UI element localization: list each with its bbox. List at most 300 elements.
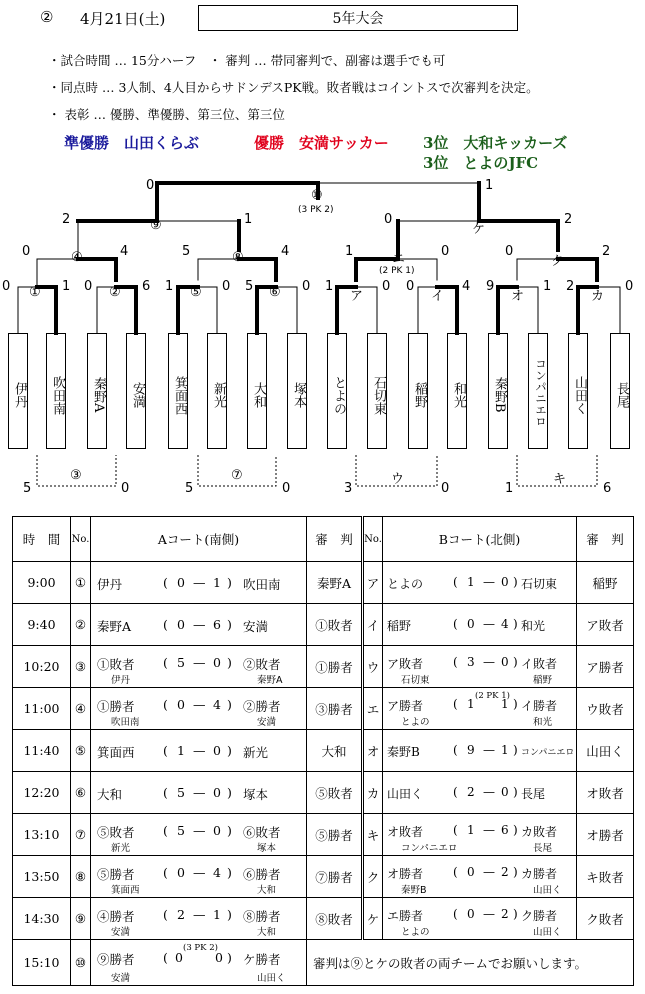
team-box: 長尾 xyxy=(610,333,630,449)
match-open-paren: ( xyxy=(163,907,168,922)
header-no: No. xyxy=(363,517,383,562)
match-close-paren: ) xyxy=(227,575,232,590)
award-winner: 優勝 安満サッカー xyxy=(254,134,389,152)
match-right-sub: 和光 xyxy=(533,717,553,728)
match-no: ⑨ xyxy=(71,898,91,940)
match-no: ウ xyxy=(363,646,383,688)
loser-score: 3 xyxy=(344,481,353,496)
table-row xyxy=(13,856,634,898)
award-runner-up: 準優勝 山田くらぶ xyxy=(64,134,200,152)
match-score-left: 5 xyxy=(177,823,185,838)
match-right-sub: 山田く xyxy=(533,927,562,938)
match-score-right: 0 xyxy=(213,743,221,758)
match-dash: — xyxy=(483,823,495,837)
match-close-paren: ) xyxy=(513,865,518,879)
qf-score: 5 xyxy=(182,244,191,259)
r1-score: 5 xyxy=(245,279,254,294)
match-left-team: 秦野A xyxy=(97,619,132,634)
tournament-date: 4月21日(土) xyxy=(80,10,166,28)
r1-score: 0 xyxy=(84,279,93,294)
table-row xyxy=(13,898,634,940)
match-a xyxy=(91,856,307,898)
match-left-sub: 石切東 xyxy=(401,675,430,686)
match-left-team: 伊丹 xyxy=(97,577,123,592)
match-score-left: 5 xyxy=(177,785,185,800)
tournament-number: ② xyxy=(40,8,54,26)
match-score-right: 4 xyxy=(501,617,509,631)
match-left-sub: 秦野B xyxy=(401,885,427,896)
match-no: ア xyxy=(363,562,383,604)
note-line: ・同点時 … 3人制、4人目からサドンデスPK戦。敗者戦はコイントスで次審判を決定。 xyxy=(48,80,539,95)
match-open-paren: ( xyxy=(453,907,458,921)
qf-score: 2 xyxy=(602,244,611,259)
match-dash: — xyxy=(193,865,206,880)
r1-score: 0 xyxy=(406,279,415,294)
match-b xyxy=(383,772,577,814)
match-a xyxy=(91,772,307,814)
match-score-left: 0 xyxy=(467,865,475,879)
match-dash: — xyxy=(193,907,206,922)
match-right-team: ⑥敗者 xyxy=(243,825,281,840)
match-open-paren: ( xyxy=(453,785,458,799)
match-score-left: 0 xyxy=(177,697,185,712)
match-score-right: 6 xyxy=(501,823,509,837)
match-pk: (2 PK 1) xyxy=(475,691,510,701)
match-left-team: オ敗者 xyxy=(387,825,424,839)
qf-mark: エ xyxy=(392,252,406,267)
match-b xyxy=(383,562,577,604)
match-open-paren: ( xyxy=(453,697,458,711)
match-left-team: エ勝者 xyxy=(387,909,424,923)
team-box: 新光 xyxy=(207,333,227,449)
match-a xyxy=(91,562,307,604)
match-no: ④ xyxy=(71,688,91,730)
qf-score: 1 xyxy=(345,244,354,259)
table-header-row xyxy=(13,517,634,562)
match-score-left: 1 xyxy=(467,697,475,711)
match-b xyxy=(383,814,577,856)
match-right-sub: 塚本 xyxy=(257,843,277,854)
loser-mark: ⑦ xyxy=(231,468,243,483)
semi-score: 0 xyxy=(384,212,393,227)
r1-mark: ② xyxy=(109,285,121,300)
match-score-left: 2 xyxy=(467,785,475,799)
match-right-team: コンパニエロ xyxy=(521,748,575,758)
final-ref-note: 審判は⑨とケの敗者の両チームでお願いします。 xyxy=(307,940,634,986)
r1-score: 0 xyxy=(222,279,231,294)
match-close-paren: ) xyxy=(513,907,518,921)
match-a xyxy=(91,646,307,688)
match-score-left: 1 xyxy=(467,823,475,837)
match-no: ③ xyxy=(71,646,91,688)
match-a xyxy=(91,898,307,940)
qf-score: 4 xyxy=(120,244,129,259)
match-open-paren: ( xyxy=(163,575,168,590)
match-no: ⑦ xyxy=(71,814,91,856)
match-close-paren: ) xyxy=(227,785,232,800)
match-open-paren: ( xyxy=(163,617,168,632)
match-ref: ①勝者 xyxy=(307,646,363,688)
r1-score: 1 xyxy=(543,279,552,294)
match-dash: — xyxy=(193,617,206,632)
table-row xyxy=(13,688,634,730)
match-time: 13:50 xyxy=(13,856,71,898)
match-time: 13:10 xyxy=(13,814,71,856)
match-left-sub: 安満 xyxy=(111,973,131,984)
match-right-sub: 稲野 xyxy=(533,675,553,686)
match-left-team: 秦野B xyxy=(387,745,420,759)
award-third: 3位 大和キッカーズ xyxy=(423,134,568,152)
match-close-paren: ) xyxy=(227,617,232,632)
r1-mark: カ xyxy=(591,289,605,304)
match-ref: 秦野A xyxy=(307,562,363,604)
match-open-paren: ( xyxy=(163,950,168,965)
r1-mark: イ xyxy=(431,289,445,304)
match-no: オ xyxy=(363,730,383,772)
team-box: 稲野 xyxy=(408,333,428,449)
qf-score: 4 xyxy=(281,244,290,259)
header-time: 時 間 xyxy=(13,517,71,562)
match-right-team: ⑥勝者 xyxy=(243,867,281,882)
team-box: 箕面西 xyxy=(168,333,188,449)
semi-mark: ⑨ xyxy=(150,218,162,233)
match-time: 14:30 xyxy=(13,898,71,940)
match-b xyxy=(383,604,577,646)
table-row xyxy=(13,814,634,856)
loser-score: 0 xyxy=(282,481,291,496)
loser-mark: キ xyxy=(553,472,567,487)
match-time: 9:00 xyxy=(13,562,71,604)
match-open-paren: ( xyxy=(453,575,458,589)
match-score-left: 0 xyxy=(177,865,185,880)
match-close-paren: ) xyxy=(513,743,518,757)
match-right-sub: 安満 xyxy=(257,717,277,728)
match-close-paren: ) xyxy=(513,697,518,711)
match-score-right: 1 xyxy=(501,743,509,757)
schedule-table xyxy=(12,516,634,986)
match-right-team: カ勝者 xyxy=(521,867,558,881)
r1-score: 2 xyxy=(566,279,575,294)
final-pk: (3 PK 2) xyxy=(298,205,334,215)
match-right-team: イ勝者 xyxy=(521,699,558,713)
match-pk: (3 PK 2) xyxy=(183,943,218,953)
match-close-paren: ) xyxy=(227,950,232,965)
match-close-paren: ) xyxy=(227,823,232,838)
match-open-paren: ( xyxy=(163,823,168,838)
match-left-team: ⑤敗者 xyxy=(97,825,135,840)
match-time: 11:00 xyxy=(13,688,71,730)
match-score-left: 0 xyxy=(177,617,185,632)
team-box: 秦野B xyxy=(488,333,508,449)
match-right-sub: 大和 xyxy=(257,885,277,896)
match-left-team: 山田く xyxy=(387,787,424,801)
match-dash: — xyxy=(193,655,206,670)
match-right-sub: 長尾 xyxy=(533,843,553,854)
r1-mark: ① xyxy=(29,285,41,300)
match-ref: ク敗者 xyxy=(577,898,634,940)
header-ref: 審 判 xyxy=(307,517,363,562)
match-right-team: カ敗者 xyxy=(521,825,558,839)
r1-mark: オ xyxy=(511,289,525,304)
match-no: ② xyxy=(71,604,91,646)
match-a xyxy=(91,814,307,856)
r1-score: 4 xyxy=(462,279,471,294)
match-open-paren: ( xyxy=(163,743,168,758)
match-right-team: 石切東 xyxy=(521,577,558,591)
match-right-team: ケ勝者 xyxy=(243,952,281,967)
match-no: ⑥ xyxy=(71,772,91,814)
match-open-paren: ( xyxy=(163,655,168,670)
loser-score: 5 xyxy=(23,481,32,496)
r1-score: 9 xyxy=(486,279,495,294)
match-score-right: 1 xyxy=(501,697,509,711)
match-left-team: とよの xyxy=(387,577,424,591)
match-time: 11:40 xyxy=(13,730,71,772)
match-score-left: 0 xyxy=(467,907,475,921)
match-close-paren: ) xyxy=(227,655,232,670)
match-a xyxy=(91,688,307,730)
match-open-paren: ( xyxy=(453,823,458,837)
match-left-team: 大和 xyxy=(97,787,123,802)
match-no: ケ xyxy=(363,898,383,940)
match-dash: — xyxy=(193,697,206,712)
match-left-sub: 新光 xyxy=(111,843,131,854)
match-b xyxy=(383,688,577,730)
team-box: 山田く xyxy=(568,333,588,449)
team-box: 吹田南 xyxy=(46,333,66,449)
loser-mark: ③ xyxy=(70,468,82,483)
match-b xyxy=(383,730,577,772)
match-close-paren: ) xyxy=(513,655,518,669)
match-dash: — xyxy=(193,823,206,838)
loser-mark: ウ xyxy=(391,472,405,487)
match-score-right: 0 xyxy=(501,655,509,669)
qf-score: 0 xyxy=(441,244,450,259)
match-left-team: ④勝者 xyxy=(97,909,135,924)
match-left-team: 稲野 xyxy=(387,619,412,633)
match-left-team: ①勝者 xyxy=(97,699,135,714)
loser-score: 0 xyxy=(121,481,130,496)
table-row xyxy=(13,604,634,646)
match-final xyxy=(91,940,307,986)
r1-score: 0 xyxy=(302,279,311,294)
match-open-paren: ( xyxy=(163,785,168,800)
match-score-left: 5 xyxy=(177,655,185,670)
match-right-team: ク勝者 xyxy=(521,909,558,923)
match-close-paren: ) xyxy=(227,697,232,712)
header-ref: 審 判 xyxy=(577,517,634,562)
match-score-right: 1 xyxy=(213,907,221,922)
match-close-paren: ) xyxy=(513,575,518,589)
match-score-right: 0 xyxy=(213,785,221,800)
match-left-sub: 伊丹 xyxy=(111,675,131,686)
match-ref: ①敗者 xyxy=(307,604,363,646)
match-left-sub: コンパニエロ xyxy=(401,843,458,854)
match-right-sub: 山田く xyxy=(257,973,286,984)
match-ref: ⑦勝者 xyxy=(307,856,363,898)
match-right-team: ⑧勝者 xyxy=(243,909,281,924)
match-time: 15:10 xyxy=(13,940,71,986)
r1-score: 1 xyxy=(165,279,174,294)
table-row xyxy=(13,730,634,772)
match-left-sub: 箕面西 xyxy=(111,885,140,896)
team-box: コンパニエロ xyxy=(528,333,548,449)
match-b xyxy=(383,646,577,688)
match-open-paren: ( xyxy=(453,743,458,757)
match-dash: — xyxy=(483,617,495,631)
loser-score: 5 xyxy=(185,481,194,496)
match-dash: — xyxy=(193,743,206,758)
semi-score: 2 xyxy=(62,212,71,227)
match-score-left: 9 xyxy=(467,743,475,757)
match-no: カ xyxy=(363,772,383,814)
match-right-sub: 山田く xyxy=(533,885,562,896)
match-close-paren: ) xyxy=(513,785,518,799)
match-a xyxy=(91,730,307,772)
match-score-left: 2 xyxy=(177,907,185,922)
match-left-team: オ勝者 xyxy=(387,867,424,881)
match-left-team: ①敗者 xyxy=(97,657,135,672)
match-time: 9:40 xyxy=(13,604,71,646)
match-score-left: 3 xyxy=(467,655,475,669)
match-open-paren: ( xyxy=(453,655,458,669)
match-left-sub: 安満 xyxy=(111,927,131,938)
table-row xyxy=(13,646,634,688)
match-ref: ⑤敗者 xyxy=(307,772,363,814)
match-open-paren: ( xyxy=(163,697,168,712)
match-score-left: 1 xyxy=(467,575,475,589)
match-time: 10:20 xyxy=(13,646,71,688)
header-court-a: Aコート(南側) xyxy=(91,517,307,562)
match-left-team: 箕面西 xyxy=(97,745,135,760)
match-b xyxy=(383,856,577,898)
r1-score: 6 xyxy=(142,279,151,294)
match-dash: — xyxy=(193,575,206,590)
qf-mark: ⑧ xyxy=(232,250,244,265)
match-dash: — xyxy=(483,655,495,669)
match-score-right: 6 xyxy=(213,617,221,632)
r1-mark: ⑥ xyxy=(269,285,281,300)
note-line: ・ 表彰 … 優勝、準優勝、第三位、第三位 xyxy=(48,107,285,122)
match-left-sub: とよの xyxy=(401,717,430,728)
match-right-team: ②勝者 xyxy=(243,699,281,714)
match-dash: — xyxy=(193,785,206,800)
match-right-team: ②敗者 xyxy=(243,657,281,672)
match-score-right: 2 xyxy=(501,907,509,921)
r1-score: 1 xyxy=(325,279,334,294)
match-ref: ア勝者 xyxy=(577,646,634,688)
loser-score: 0 xyxy=(441,481,450,496)
match-right-sub: 秦野A xyxy=(257,675,283,686)
loser-score: 6 xyxy=(603,481,612,496)
match-no: ① xyxy=(71,562,91,604)
match-left-sub: 吹田南 xyxy=(111,717,140,728)
match-ref: 大和 xyxy=(307,730,363,772)
match-left-team: ア敗者 xyxy=(387,657,424,671)
match-right-team: 塚本 xyxy=(243,787,269,802)
match-right-team: 和光 xyxy=(521,619,546,633)
match-right-team: イ敗者 xyxy=(521,657,558,671)
qf-mark: ク xyxy=(551,254,565,269)
semi-score: 2 xyxy=(564,212,573,227)
match-time: 12:20 xyxy=(13,772,71,814)
match-left-team: ⑤勝者 xyxy=(97,867,135,882)
tournament-title: 5年大会 xyxy=(198,5,518,31)
qf-score: 0 xyxy=(22,244,31,259)
team-box: とよの xyxy=(327,333,347,449)
match-score-right: 0 xyxy=(213,823,221,838)
match-score-right: 4 xyxy=(213,697,221,712)
match-right-team: 長尾 xyxy=(521,787,546,801)
match-close-paren: ) xyxy=(513,617,518,631)
match-score-right: 0 xyxy=(501,575,509,589)
match-left-sub: とよの xyxy=(401,927,430,938)
semi-score: 1 xyxy=(244,212,253,227)
match-ref: 稲野 xyxy=(577,562,634,604)
r1-score: 0 xyxy=(2,279,11,294)
r1-mark: ア xyxy=(350,289,364,304)
match-no: キ xyxy=(363,814,383,856)
match-score-left: 0 xyxy=(177,575,185,590)
match-score-right: 4 xyxy=(213,865,221,880)
header-no: No. xyxy=(71,517,91,562)
match-right-team: 安満 xyxy=(243,619,269,634)
table-row xyxy=(13,772,634,814)
loser-score: 1 xyxy=(505,481,514,496)
qf-pk: (2 PK 1) xyxy=(379,266,415,276)
match-left-team: ア勝者 xyxy=(387,699,424,713)
final-right-score: 1 xyxy=(485,178,494,193)
team-box: 和光 xyxy=(447,333,467,449)
match-score-left: 0 xyxy=(467,617,475,631)
match-ref: ⑤勝者 xyxy=(307,814,363,856)
match-close-paren: ) xyxy=(227,907,232,922)
match-dash: — xyxy=(483,785,495,799)
match-ref: ⑧敗者 xyxy=(307,898,363,940)
match-score-right: 2 xyxy=(501,865,509,879)
match-no: ク xyxy=(363,856,383,898)
match-no: イ xyxy=(363,604,383,646)
match-left-team: ⑨勝者 xyxy=(97,952,135,967)
r1-score: 1 xyxy=(62,279,71,294)
match-score-left: 0 xyxy=(175,950,183,965)
match-ref: オ勝者 xyxy=(577,814,634,856)
qf-mark: ④ xyxy=(71,250,83,265)
team-box: 安満 xyxy=(126,333,146,449)
match-close-paren: ) xyxy=(227,865,232,880)
match-ref: オ敗者 xyxy=(577,772,634,814)
match-ref: キ敗者 xyxy=(577,856,634,898)
team-box: 大和 xyxy=(247,333,267,449)
match-open-paren: ( xyxy=(163,865,168,880)
match-no: ⑤ xyxy=(71,730,91,772)
match-dash: — xyxy=(483,907,495,921)
match-ref: ア敗者 xyxy=(577,604,634,646)
r1-score: 0 xyxy=(625,279,634,294)
match-ref: ③勝者 xyxy=(307,688,363,730)
match-right-team: 吹田南 xyxy=(243,577,281,592)
note-line: ・試合時間 … 15分ハーフ ・ 審判 … 帯同審判で、副審は選手でも可 xyxy=(48,53,446,68)
match-right-sub: 大和 xyxy=(257,927,277,938)
final-mark: ⑩ xyxy=(311,188,323,203)
match-dash: — xyxy=(483,575,495,589)
award-third: 3位 とよのJFC xyxy=(423,154,539,172)
match-right-team: 新光 xyxy=(243,745,269,760)
match-open-paren: ( xyxy=(453,865,458,879)
table-row-final xyxy=(13,940,634,986)
team-box: 伊丹 xyxy=(8,333,28,449)
match-no: エ xyxy=(363,688,383,730)
